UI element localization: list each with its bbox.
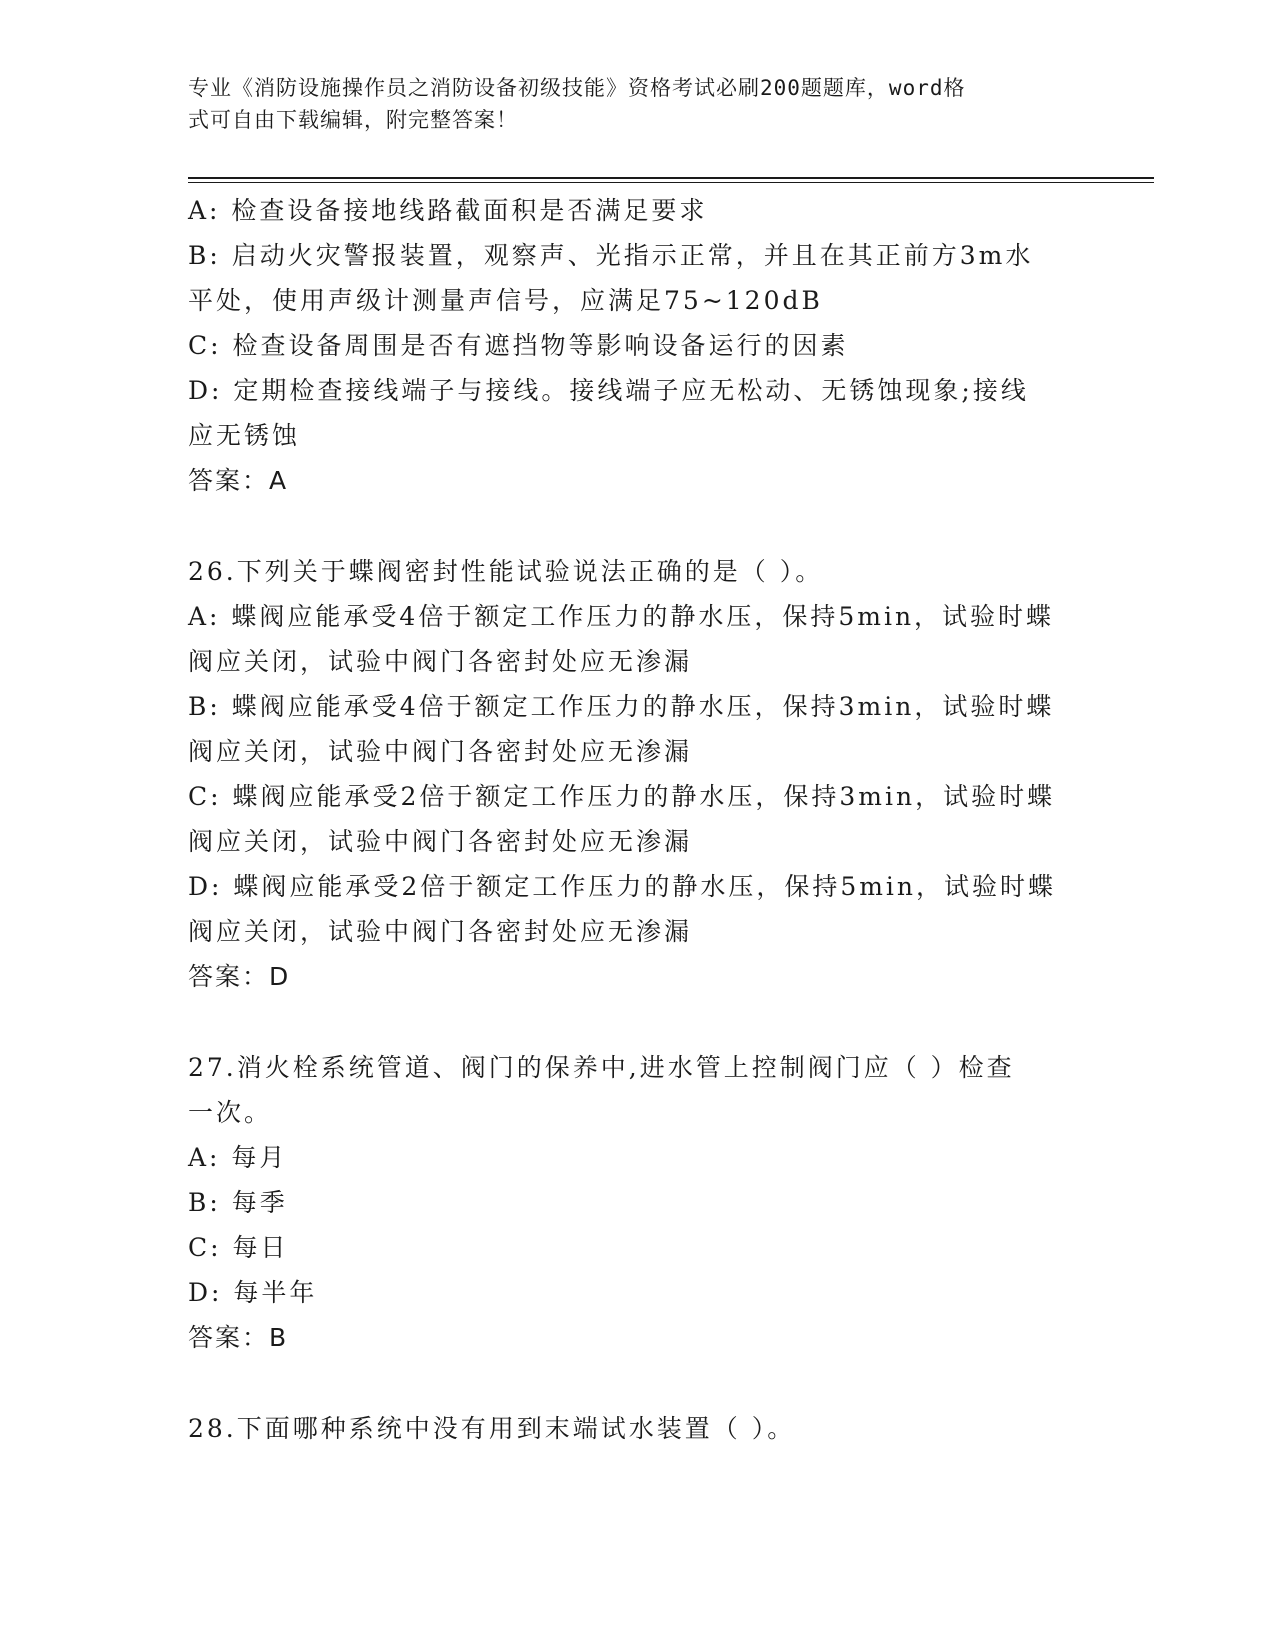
q27-option-a: A: 每月 [188, 1143, 288, 1172]
q26-answer: 答案：D [188, 962, 291, 991]
header-line-1: 专业《消防设施操作员之消防设备初级技能》资格考试必刷200题题库，word格 [188, 76, 966, 100]
q25-option-c: C: 检查设备周围是否有遮挡物等影响设备运行的因素 [188, 331, 849, 360]
q26-option-a-line-1: A: 蝶阀应能承受4倍于额定工作压力的静水压，保持5min，试验时蝶 [188, 602, 1055, 631]
question-27 [188, 1045, 1088, 1360]
q27-stem-line-1: 27.消火栓系统管道、阀门的保养中,进水管上控制阀门应（ ）检查 [188, 1053, 1015, 1082]
q26-option-a-line-2: 阀应关闭，试验中阀门各密封处应无渗漏 [188, 647, 693, 676]
q27-option-d: D: 每半年 [188, 1278, 318, 1307]
q27-option-c: C: 每日 [188, 1233, 289, 1262]
question-28 [188, 1406, 1088, 1451]
question-content [188, 188, 1088, 1451]
q26-option-c-line-2: 阀应关闭，试验中阀门各密封处应无渗漏 [188, 827, 693, 856]
q25-option-d-line-1: D: 定期检查接线端子与接线。接线端子应无松动、无锈蚀现象;接线 [188, 376, 1029, 405]
spacer [188, 999, 1088, 1045]
q25-option-d-line-2: 应无锈蚀 [188, 421, 301, 450]
q25-option-b-line-2: 平处，使用声级计测量声信号，应满足75~120dB [188, 286, 823, 315]
header-line-2: 式可自由下载编辑，附完整答案！ [188, 108, 518, 132]
q27-stem-line-2: 一次。 [188, 1098, 273, 1127]
q26-option-d-line-2: 阀应关闭，试验中阀门各密封处应无渗漏 [188, 917, 693, 946]
header-divider-thick [188, 177, 1154, 179]
q26-option-d-line-1: D: 蝶阀应能承受2倍于额定工作压力的静水压，保持5min，试验时蝶 [188, 872, 1057, 901]
document-header [188, 72, 1068, 136]
q26-option-c-line-1: C: 蝶阀应能承受2倍于额定工作压力的静水压，保持3min，试验时蝶 [188, 782, 1056, 811]
q25-option-b-line-1: B: 启动火灾警报装置，观察声、光指示正常，并且在其正前方3m水 [188, 241, 1034, 270]
header-divider-thin [188, 182, 1154, 183]
spacer [188, 503, 1088, 549]
q26-option-b-line-2: 阀应关闭，试验中阀门各密封处应无渗漏 [188, 737, 693, 766]
question-26 [188, 549, 1088, 999]
question-25-options [188, 188, 1088, 503]
q25-option-a: A: 检查设备接地线路截面积是否满足要求 [188, 196, 708, 225]
q28-stem: 28.下面哪种系统中没有用到末端试水装置（ ）。 [188, 1414, 796, 1443]
q27-option-b: B: 每季 [188, 1188, 288, 1217]
q25-answer: 答案：A [188, 466, 289, 495]
q27-answer: 答案：B [188, 1323, 289, 1352]
q26-stem: 26.下列关于蝶阀密封性能试验说法正确的是（ ）。 [188, 557, 824, 586]
q26-option-b-line-1: B: 蝶阀应能承受4倍于额定工作压力的静水压，保持3min，试验时蝶 [188, 692, 1055, 721]
spacer [188, 1360, 1088, 1406]
